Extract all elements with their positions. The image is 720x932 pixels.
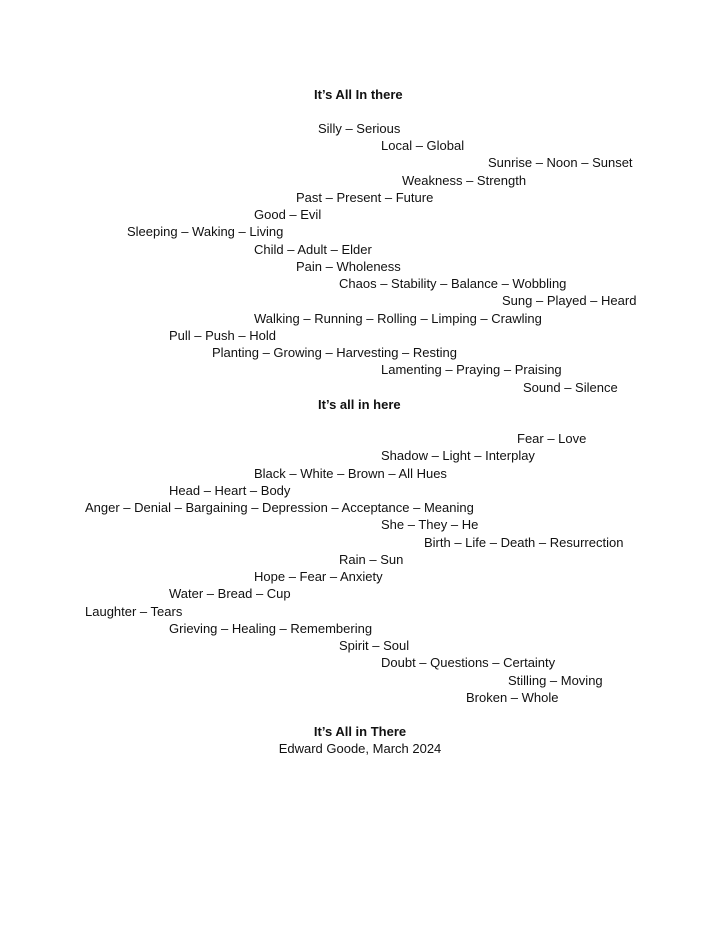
closing-title: It’s All in There <box>313 724 407 739</box>
poem-line: Stilling – Moving <box>508 673 603 688</box>
poem-line: Hope – Fear – Anxiety <box>254 569 383 584</box>
poem-line: Head – Heart – Body <box>169 483 291 498</box>
poem-line: Sunrise – Noon – Sunset <box>488 155 633 170</box>
author-byline: Edward Goode, March 2024 <box>278 741 442 756</box>
poem-line: Sung – Played – Heard <box>502 293 637 308</box>
poem-line: Lamenting – Praying – Praising <box>381 362 562 377</box>
poem-line: Pull – Push – Hold <box>169 328 276 343</box>
poem-line: She – They – He <box>381 517 479 532</box>
poem-line: Fear – Love <box>517 431 587 446</box>
poem-line: Silly – Serious <box>318 121 401 136</box>
poem-line: Broken – Whole <box>466 690 559 705</box>
poem-line: Local – Global <box>381 138 465 153</box>
poem-line: Chaos – Stability – Balance – Wobbling <box>339 276 567 291</box>
stanza-title: It’s all in here <box>318 397 401 412</box>
poem-line: Water – Bread – Cup <box>169 586 291 601</box>
poem-line: Past – Present – Future <box>296 190 434 205</box>
poem-line: Planting – Growing – Harvesting – Resting <box>212 345 457 360</box>
poem-line: Good – Evil <box>254 207 322 222</box>
poem-line: Sleeping – Waking – Living <box>127 224 284 239</box>
poem-line: Rain – Sun <box>339 552 404 567</box>
poem-line: Doubt – Questions – Certainty <box>381 655 556 670</box>
poem-line: Grieving – Healing – Remembering <box>169 621 373 636</box>
poem-line: Child – Adult – Elder <box>254 242 372 257</box>
poem-line: Black – White – Brown – All Hues <box>254 466 447 481</box>
poem-line: Spirit – Soul <box>339 638 410 653</box>
poem-line: Weakness – Strength <box>402 173 527 188</box>
poem-title: It’s All In there <box>314 87 403 102</box>
poem-line: Anger – Denial – Bargaining – Depression – Acceptance – Meaning <box>85 500 474 515</box>
poem-line: Sound – Silence <box>523 380 618 395</box>
poem-line: Laughter – Tears <box>85 604 183 619</box>
poem-line: Shadow – Light – Interplay <box>381 448 535 463</box>
poem-line: Walking – Running – Rolling – Limping – Crawling <box>254 311 542 326</box>
poem-line: Birth – Life – Death – Resurrection <box>424 535 624 550</box>
poem-line: Pain – Wholeness <box>296 259 401 274</box>
